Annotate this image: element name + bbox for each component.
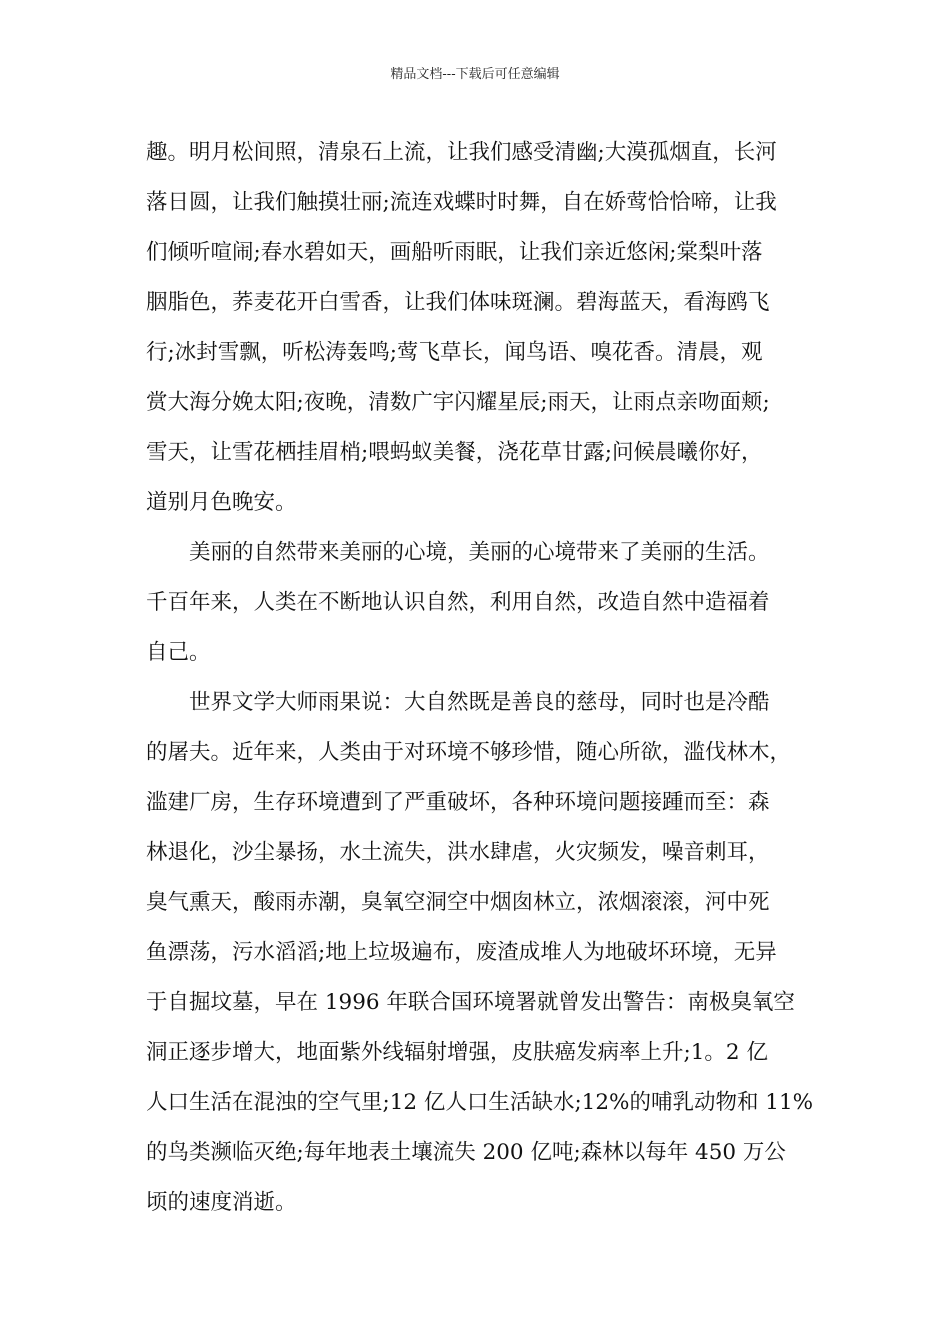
paragraph-3 bbox=[146, 678, 814, 1228]
text-line: 趣。明月松间照，清泉石上流，让我们感受清幽;大漠孤烟直，长河 bbox=[146, 140, 777, 165]
text-line: 臭气熏天，酸雨赤潮，臭氧空洞空中烟囱林立，浓烟滚滚，河中死 bbox=[146, 890, 770, 915]
text-line: 滥建厂房，生存环境遭到了严重破坏，各种环境问题接踵而至：森 bbox=[146, 790, 770, 815]
text-line: 们倾听喧闹;春水碧如天，画船听雨眠，让我们亲近悠闲;棠梨叶落 bbox=[146, 240, 763, 265]
page-header: 精品文档---下载后可任意编辑 bbox=[390, 67, 560, 82]
text-line: 鱼漂荡，污水滔滔;地上垃圾遍布，废渣成堆人为地破坏环境，无异 bbox=[146, 940, 777, 965]
text-line: 胭脂色，荞麦花开白雪香，让我们体味斑澜。碧海蓝天，看海鸥飞 bbox=[146, 290, 770, 315]
paragraph-1 bbox=[146, 128, 814, 528]
text-line: 赏大海分娩太阳;夜晚，清数广宇闪耀星辰;雨天，让雨点亲吻面颊; bbox=[146, 390, 770, 415]
text-line: 的鸟类濒临灭绝;每年地表土壤流失 200 亿吨;森林以每年 450 万公 bbox=[146, 1140, 786, 1165]
text-line: 落日圆，让我们触摸壮丽;流连戏蝶时时舞，自在娇莺恰恰啼，让我 bbox=[146, 190, 777, 215]
text-line: 洞正逐步增大，地面紫外线辐射增强，皮肤癌发病率上升;1。2 亿 bbox=[146, 1040, 768, 1065]
text-line: 道别月色晚安。 bbox=[146, 490, 297, 515]
text-line: 千百年来，人类在不断地认识自然，利用自然，改造自然中造福着 bbox=[146, 590, 770, 615]
text-line: 林退化，沙尘暴扬，水土流失，洪水肆虐，火灾频发，噪音刺耳， bbox=[146, 840, 770, 865]
text-line: 于自掘坟墓，早在 1996 年联合国环境署就曾发出警告：南极臭氧空 bbox=[146, 990, 795, 1015]
document-body bbox=[146, 128, 814, 1228]
text-line: 雪天，让雪花栖挂眉梢;喂蚂蚁美餐，浇花草甘露;问候晨曦你好， bbox=[146, 440, 763, 465]
text-line: 的屠夫。近年来，人类由于对环境不够珍惜，随心所欲，滥伐林木， bbox=[146, 740, 792, 765]
text-line: 顷的速度消逝。 bbox=[146, 1190, 297, 1215]
text-line: 世界文学大师雨果说：大自然既是善良的慈母，同时也是冷酷 bbox=[189, 690, 770, 715]
text-line: 自己。 bbox=[146, 640, 211, 665]
text-line: 人口生活在混浊的空气里;12 亿人口生活缺水;12%的哺乳动物和 11% bbox=[146, 1090, 814, 1115]
text-line: 美丽的自然带来美丽的心境，美丽的心境带来了美丽的生活。 bbox=[189, 540, 770, 565]
paragraph-2 bbox=[146, 528, 814, 678]
text-line: 行;冰封雪飘，听松涛轰鸣;莺飞草长，闻鸟语、嗅花香。清晨，观 bbox=[146, 340, 763, 365]
